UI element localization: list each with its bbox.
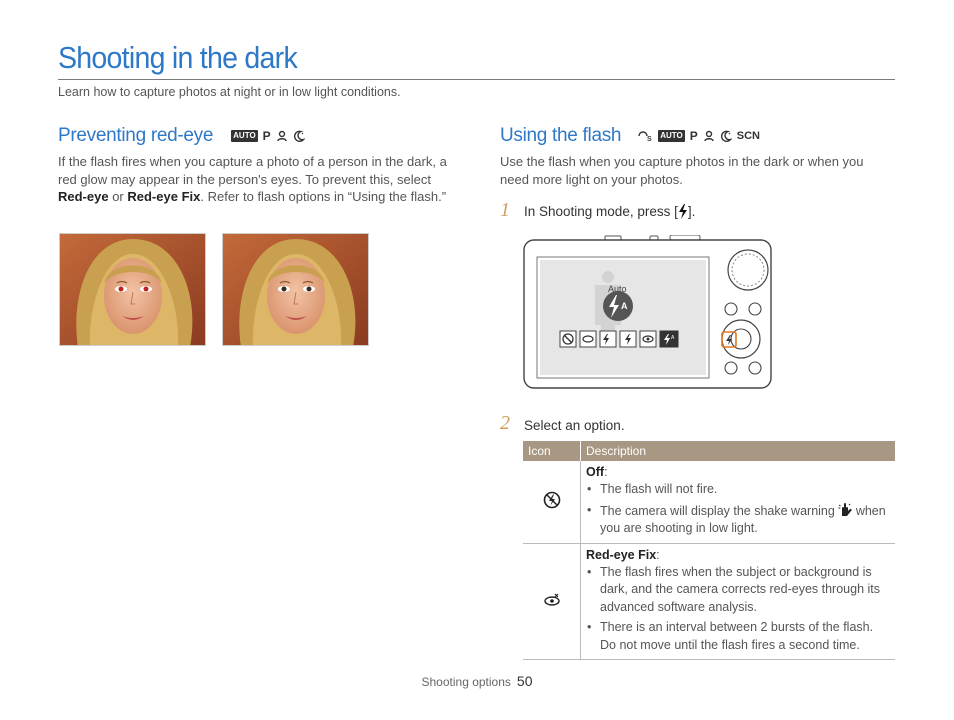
step-1-text-pre: In Shooting mode, press [	[524, 204, 678, 219]
option-name-text: Red-eye Fix	[586, 547, 657, 562]
flash-options-table	[523, 441, 895, 660]
scene-mode-icon: SCN	[736, 130, 760, 142]
portrait-mode-icon	[276, 130, 288, 142]
red-eye-mode-icons	[231, 129, 305, 143]
option-name-off: Off:	[586, 465, 608, 479]
shake-warning-icon	[838, 502, 852, 517]
step-1-number: 1	[500, 199, 510, 221]
red-eye-heading-row	[58, 125, 305, 147]
smart-auto-icon	[637, 130, 653, 142]
red-eye-text-1: If the flash fires when you capture a photo of a person in the dark, a red glow may appear in the person's eyes. To prevent this, select	[58, 154, 447, 187]
portrait-mode-icon	[703, 130, 715, 142]
red-eye-text-2: or	[108, 189, 128, 204]
red-eye-fix-icon	[543, 593, 561, 607]
flash-button-icon	[678, 204, 688, 219]
table-description-cell	[581, 543, 896, 660]
program-mode-icon: P	[262, 129, 271, 143]
step-2-number: 2	[500, 412, 510, 434]
step-2-text: Select an option.	[524, 418, 625, 433]
table-icon-cell	[523, 461, 581, 543]
bullet-text-pre: The camera will display the shake warning	[600, 503, 835, 518]
red-eye-heading: Preventing red-eye	[58, 125, 214, 146]
bullet-text-post: when you are shooting in low light.	[600, 503, 886, 535]
red-eye-photo-after	[222, 233, 369, 346]
title-rule	[58, 79, 895, 80]
page-intro: Learn how to capture photos at night or in low light conditions.	[58, 85, 401, 99]
table-header-row	[523, 441, 895, 461]
table-description-cell	[581, 461, 896, 543]
flash-heading: Using the flash	[500, 125, 622, 146]
svg-text:A: A	[621, 301, 628, 311]
option-bullets	[586, 481, 890, 538]
night-mode-icon	[293, 130, 305, 142]
svg-text:A: A	[671, 335, 675, 341]
red-eye-fix-option: Red-eye Fix	[127, 189, 201, 204]
camera-illustration	[523, 235, 773, 390]
page-title: Shooting in the dark	[58, 40, 297, 75]
list-item: • The flash fires when the subject or background is dark, and the camera corrects red-eyes through its advanced software analysis.	[600, 564, 890, 617]
option-bullets	[586, 564, 890, 655]
auto-flash-label: Auto	[608, 284, 627, 294]
table-row	[523, 461, 895, 543]
flash-off-icon	[543, 491, 561, 509]
icon-column-header: Icon	[523, 441, 581, 461]
footer-section: Shooting options	[421, 675, 511, 689]
table-row	[523, 543, 895, 660]
auto-mode-icon: AUTO	[233, 131, 256, 140]
program-mode-icon: P	[689, 129, 698, 143]
red-eye-description	[58, 153, 458, 206]
step-1-text	[524, 204, 695, 219]
page-footer	[0, 673, 954, 689]
list-item	[600, 502, 890, 538]
svg-text:S: S	[647, 136, 652, 142]
option-name-text: Off	[586, 465, 605, 479]
red-eye-option: Red-eye	[58, 189, 109, 204]
page-number: 50	[516, 673, 533, 689]
description-column-header: Description	[581, 441, 896, 461]
option-name-red-eye-fix: Red-eye Fix:	[586, 547, 660, 562]
list-item: • There is an interval between 2 bursts of the flash. Do not move until the flash fires a second time.	[600, 619, 890, 654]
flash-heading-row	[500, 125, 760, 147]
night-mode-icon	[720, 130, 732, 142]
auto-mode-icon: AUTO	[660, 131, 683, 140]
list-item: • The flash will not fire.	[600, 481, 890, 499]
step-1-text-post: ].	[687, 204, 696, 219]
red-eye-text-3: . Refer to flash options in “Using the flash.”	[200, 189, 447, 204]
flash-mode-icons	[637, 129, 760, 143]
red-eye-photo-before	[59, 233, 206, 346]
flash-intro: Use the flash when you capture photos in the dark or when you need more light on your photos.	[500, 154, 864, 187]
table-icon-cell	[523, 543, 581, 660]
